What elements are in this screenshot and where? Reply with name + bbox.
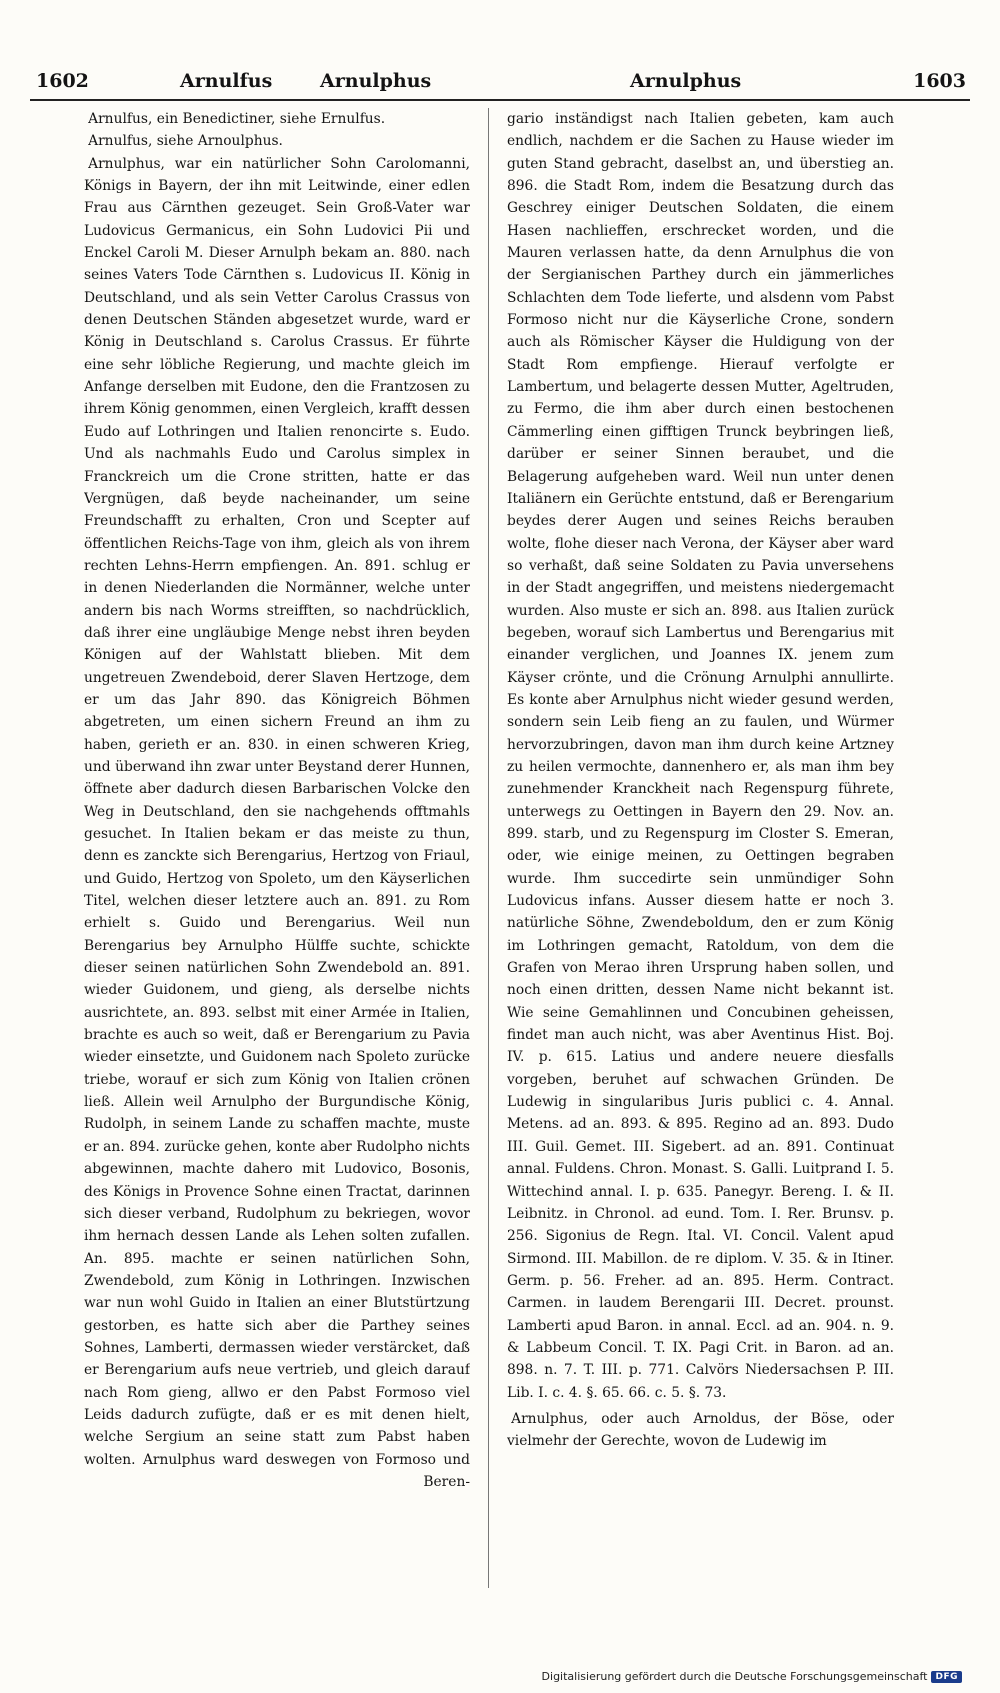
page-number-right: 1603 xyxy=(913,70,966,92)
catchword-left-2: Arnulphus xyxy=(320,70,432,92)
entry-arnulphus-body: Arnulphus, war ein natürlicher Sohn Carolomanni, Königs in Bayern, der ihn mit Leitwinde, einer edlen Frau aus Cärnthen gezeuget. Sein Groß-Vater war Ludovicus Germanicus, ein Sohn Ludovici Pii und Enckel Caroli M. Dieser Arnulph bekam an. 880. nach seines Vaters Tode Cärnthen s. Ludovicus II. König in Deutschland, und als sein Vetter Carolus Crassus von denen Deutschen Ständen abgesetzet wurde, ward er König in Deutschland s. Carolus Crassus. Er führte eine sehr löbliche Regierung, und machte gleich im Anfange derselben mit Eudone, den die Frantzosen zu ihrem König genommen, einen Vergleich, krafft dessen Eudo auf Lothringen und Italien renoncirte s. Eudo. Und als nachmahls Eudo und Carolus simplex in Franckreich um die Crone stritten, hatte er das Vergnügen, daß beyde nacheinander, um seine Freundschafft zu erhalten, Cron und Scepter auf öffentlichen Reichs-Tage von ihm, gleich als von ihrem rechten Lehns-Herrn empfiengen. An. 891. schlug er in denen Niederlanden die Normänner, welche unter andern bis nach Worms streifften, so nachdrücklich, daß ihrer eine ungläubige Menge nebst ihren beyden Königen auf der Wahlstatt blieben. Mit dem ungetreuen Zwendeboid, derer Slaven Hertzoge, dem er um das Jahr 890. das Königreich Böhmen abgetreten, um einen sichern Freund an ihm zu haben, gerieth er an. 830. in einen schweren Krieg, und überwand ihn zwar unter Beystand derer Hunnen, öffnete aber dadurch diesen Barbarischen Volcke den Weg in Deutschland, den sie nachgehends offtmahls gesuchet. In Italien bekam er das meiste zu thun, denn es zanckte sich Berengarius, Hertzog von Friaul, und Guido, Hertzog von Spoleto, um den Käyserlichen Titel, welchen dieser letztere auch an. 891. zu Rom erhielt s. Guido und Berengarius. Weil nun Berengarius bey Arnulpho Hülffe suchte, schickte dieser seinen natürlichen Sohn Zwendebold an. 891. wieder Guidonem, und gieng, als derselbe nichts ausrichtete, an. 893. selbst mit einer Armée in Italien, brachte es auch so weit, daß er Berengarium zu Pavia wieder einsetzte, und Guidonem nach Spoleto zurücke triebe, worauf er sich zum König von Italien crönen ließ. Allein weil Arnulpho der Burgundische König, Rudolph, in seinem Lande zu schaffen machte, muste er an. 894. zurücke gehen, konte aber Rudolpho nichts abgewinnen, machte dahero mit Ludovico, Bosonis, des Königs in Provence Sohne einen Tractat, darinnen sich dieser verband, Rudolphum zu bekriegen, wovor ihm hernach dessen Lande als Lehen solten zufallen. An. 895. machte er seinen natürlichen Sohn, Zwendebold, zum König in Lothringen. Inzwischen war nun wohl Guido in Italien an einer Blutstürtzung gestorben, es hatte sich aber die Parthey seines Sohnes, Lamberti, dermassen wieder verstärcket, daß er Berengarium aufs neue vertrieb, und gleich darauf nach Rom gieng, allwo er den Pabst Formoso viel Leids dadurch zufügte, daß er es mit denen hielt, welche Sergium an seine statt zum Pabst haben wolten. Arnulphus ward deswegen von Formoso und Beren- xyxy=(84,155,470,1490)
header-rule xyxy=(30,99,970,101)
page-header xyxy=(30,64,970,98)
dfg-logo-icon: DFG xyxy=(931,1671,962,1683)
entry-arnulfus-see: Arnulfus, siehe Arnoulphus. xyxy=(88,133,283,150)
entry-arnulfus-benedictiner: Arnulfus, ein Benedictiner, siehe Ernulfus. xyxy=(88,111,386,127)
entry-arnulphus-continued: gario inständigst nach Italien gebeten, kam auch endlich, nachdem er die Sachen zu Hause wieder im guten Stand gebracht, daselbst an, und überstieg an. 896. die Stadt Rom, indem die Besatzung durch das Geschrey einiger Deutschen Soldaten, die einem Hasen nachlieffen, erschrecket worden, und die Mauren verlassen hatte, da denn Arnulphus die von der Sergianischen Parthey durch ein jämmerliches Schlachten dem Tode lieferte, und alsdenn vom Pabst Formoso nicht nur die Käyserliche Crone, sondern auch als Römischer Käyser die Huldigung von der Stadt Rom empfienge. Hierauf verfolgte er Lambertum, und belagerte dessen Mutter, Ageltruden, zu Fermo, die ihm aber durch einen bestochenen Cämmerling einen gifftigen Trunck beybringen ließ, darüber er seiner Sinnen beraubet, und die Belagerung aufgeheben ward. Weil nun unter denen Italiänern ein Gerüchte entstund, daß er Berengarium beydes derer Augen und seines Reichs berauben wolte, flohe dieser nach Verona, der Käyser aber ward so verhaßt, daß seine Soldaten zu Pavia unversehens in der Stadt angegriffen, und meistens niedergemacht wurden. Also muste er sich an. 898. aus Italien zurück begeben, worauf sich Lambertus und Berengarius mit einander verglichen, und Joannes IX. jenem zum Käyser crönte, und die Crönung Arnulphi annullirte. Es konte aber Arnulphus nicht wieder gesund werden, sondern sein Leib fieng an zu faulen, und Würmer hervorzubringen, davon man ihm durch keine Artzney zu heilen vermochte, dannenhero er, als man ihm bey zunehmender Kranckheit nach Regenspurg führete, unterwegs zu Oettingen in Bayern den 29. Nov. an. 899. starb, und zu Regenspurg im Closter S. Emeran, oder, wie einige meinen, zu Oettingen begraben wurde. Ihm succedirte sein unmündiger Sohn Ludovicus infans. Ausser diesem hatte er noch 3. natürliche Söhne, Zwendeboldum, den er zum König im Lothringen gemacht, Ratoldum, von dem die Grafen von Merao ihren Ursprung haben sollen, und noch einen dritten, dessen Name nicht bekannt ist. Wie seine Gemahlinnen und Concubinen geheissen, findet man auch nicht, was aber Aventinus Hist. Boj. IV. p. 615. Latius und andere neuere diesfalls vorgeben, beruhet auf schwachen Gründen. De Ludewig in singularibus Juris publici c. 4. Annal. Metens. ad an. 893. & 895. Regino ad an. 893. Dudo III. Guil. Gemet. III. Sigebert. ad an. 891. Continuat annal. Fuldens. Chron. Monast. S. Galli. Luitprand I. 5. Wittechind annal. I. p. 635. Panegyr. Bereng. I. & II. Leibnitz. in Chronol. ad eund. Tom. I. Rer. Brunsv. p. 256. Sigonius de Regn. Ital. VI. Concil. Valent apud Sirmond. III. Mabillon. de re diplom. V. 35. & in Itiner. Germ. p. 56. Freher. ad an. 895. Herm. Contract. Carmen. in laudem Berengarii III. Decret. prounst. Lamberti apud Baron. in annal. Eccl. ad an. 904. n. 9. & Labbeum Concil. T. IX. Pagi Crit. in Baron. ad an. 898. n. 7. T. III. p. 771. Calvörs Niedersachsen P. III. Lib. I. c. 4. §. 65. 66. c. 5. §. 73. xyxy=(507,111,894,1401)
catchword-left-1: Arnulfus xyxy=(180,70,273,92)
left-column xyxy=(84,108,470,1608)
page-number-left: 1602 xyxy=(36,70,89,92)
footer-text: Digitalisierung gefördert durch die Deutsche Forschungsgemeinschaft xyxy=(541,1670,928,1683)
right-column xyxy=(507,108,894,1558)
catchword-right: Arnulphus xyxy=(630,70,742,92)
digitization-footer xyxy=(542,1670,962,1683)
entry-arnulphus-arnoldus: Arnulphus, oder auch Arnoldus, der Böse, oder vielmehr der Gerechte, wovon de Ludewig im xyxy=(507,1410,894,1450)
column-divider xyxy=(488,108,489,1588)
